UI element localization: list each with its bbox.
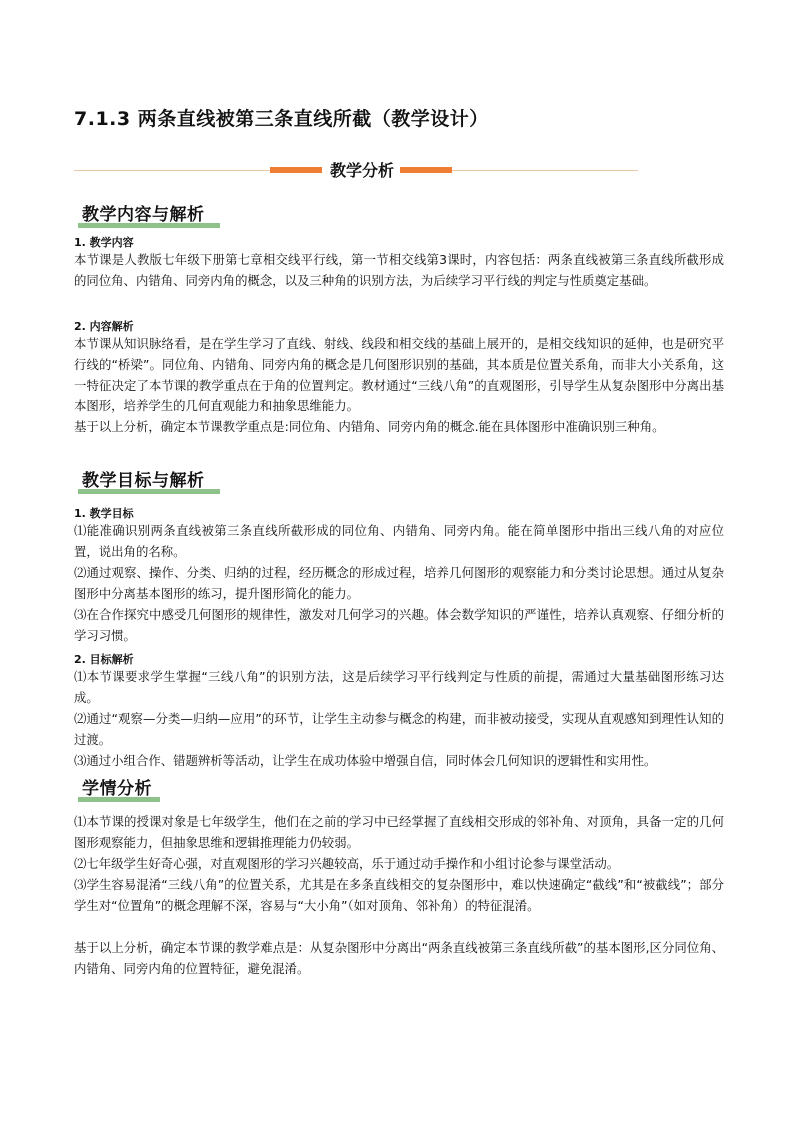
paragraph: 本节课是人教版七年级下册第七章相交线平行线，第一节相交线第3课时，内容包括：两条直线被第三条直线所截形成的同位角、内错角、同旁内角的概念，以及三种角的识别方法，为后续学习平行线的判定与性质奠定基础。 bbox=[74, 252, 724, 288]
sub-heading: 2. 目标解析 bbox=[74, 653, 134, 666]
paragraph: ⑴本节课的授课对象是七年级学生，他们在之前的学习中已经掌握了直线相交形成的邻补角、对顶角，具备一定的几何图形观察能力，但抽象思维和逻辑推理能力仍较弱。 bbox=[74, 814, 724, 850]
document-title: 7.1.3 两条直线被第三条直线所截（教学设计） bbox=[74, 108, 489, 130]
paragraph: 基于以上分析，确定本节课教学重点是:同位角、内错角、同旁内角的概念.能在具体图形中准确识别三种角。 bbox=[74, 419, 665, 434]
paragraph: ⑶在合作探究中感受几何图形的规律性，激发对几何学习的兴趣。体会数学知识的严谨性，培养认真观察、仔细分析的学习习惯。 bbox=[74, 607, 724, 643]
paragraph: ⑶学生容易混淆“三线八角”的位置关系，尤其是在多条直线相交的复杂图形中，难以快速确定“截线”和“被截线”；部分学生对“位置角”的概念理解不深，容易与“大小角”（如对顶角、邻补角）的特征混淆。 bbox=[74, 877, 724, 913]
section-heading-text: 学情分析 bbox=[82, 779, 152, 799]
divider-bar-left bbox=[270, 167, 322, 173]
section-divider bbox=[74, 158, 638, 184]
paragraph: ⑴本节课要求学生掌握“三线八角”的识别方法，这是后续学习平行线判定与性质的前提，需通过大量基础图形练习达成。 bbox=[74, 669, 724, 705]
sub-heading: 1. 教学内容 bbox=[74, 236, 134, 249]
paragraph: ⑵通过“观察—分类—归纳—应用”的环节，让学生主动参与概念的构建，而非被动接受，实现从直观感知到理性认知的过渡。 bbox=[74, 711, 724, 747]
sub-heading: 2. 内容解析 bbox=[74, 320, 134, 333]
divider-line-right bbox=[452, 170, 638, 171]
divider-bar-right bbox=[400, 167, 452, 173]
divider-line-left bbox=[74, 170, 270, 171]
section-heading bbox=[78, 466, 209, 491]
section-heading bbox=[78, 774, 156, 799]
section-heading-text: 教学目标与解析 bbox=[82, 471, 205, 491]
paragraph: ⑵通过观察、操作、分类、归纳的过程，经历概念的形成过程，培养几何图形的观察能力和分类讨论思想。通过从复杂图形中分离基本图形的练习，提升图形简化的能力。 bbox=[74, 565, 724, 601]
paragraph: ⑶通过小组合作、错题辨析等活动，让学生在成功体验中增强自信，同时体会几何知识的逻辑性和实用性。 bbox=[74, 753, 657, 768]
section-heading-text: 教学内容与解析 bbox=[82, 205, 205, 225]
section-heading bbox=[78, 200, 209, 225]
sub-heading: 1. 教学目标 bbox=[74, 507, 134, 520]
paragraph: ⑵七年级学生好奇心强，对直观图形的学习兴趣较高，乐于通过动手操作和小组讨论参与课堂活动。 bbox=[74, 856, 620, 871]
divider-label: 教学分析 bbox=[329, 161, 394, 180]
paragraph: 基于以上分析，确定本节课的教学难点是：从复杂图形中分离出“两条直线被第三条直线所截”的基本图形,区分同位角、内错角、同旁内角的位置特征，避免混淆。 bbox=[74, 940, 724, 976]
paragraph: ⑴能准确识别两条直线被第三条直线所截形成的同位角、内错角、同旁内角。能在简单图形中指出三线八角的对应位置，说出角的名称。 bbox=[74, 523, 724, 559]
paragraph: 本节课从知识脉络看，是在学生学习了直线、射线、线段和相交线的基础上展开的，是相交线知识的延伸，也是研究平行线的“桥梁”。同位角、内错角、同旁内角的概念是几何图形识别的基础，其本质是位置关系角，而非大小关系角，这一特征决定了本节课的教学重点在于角的位置判定。教材通过“三线八角”的直观图形，引导学生从复杂图形中分离出基本图形，培养学生的几何直观能力和抽象思维能力。 bbox=[74, 336, 724, 414]
